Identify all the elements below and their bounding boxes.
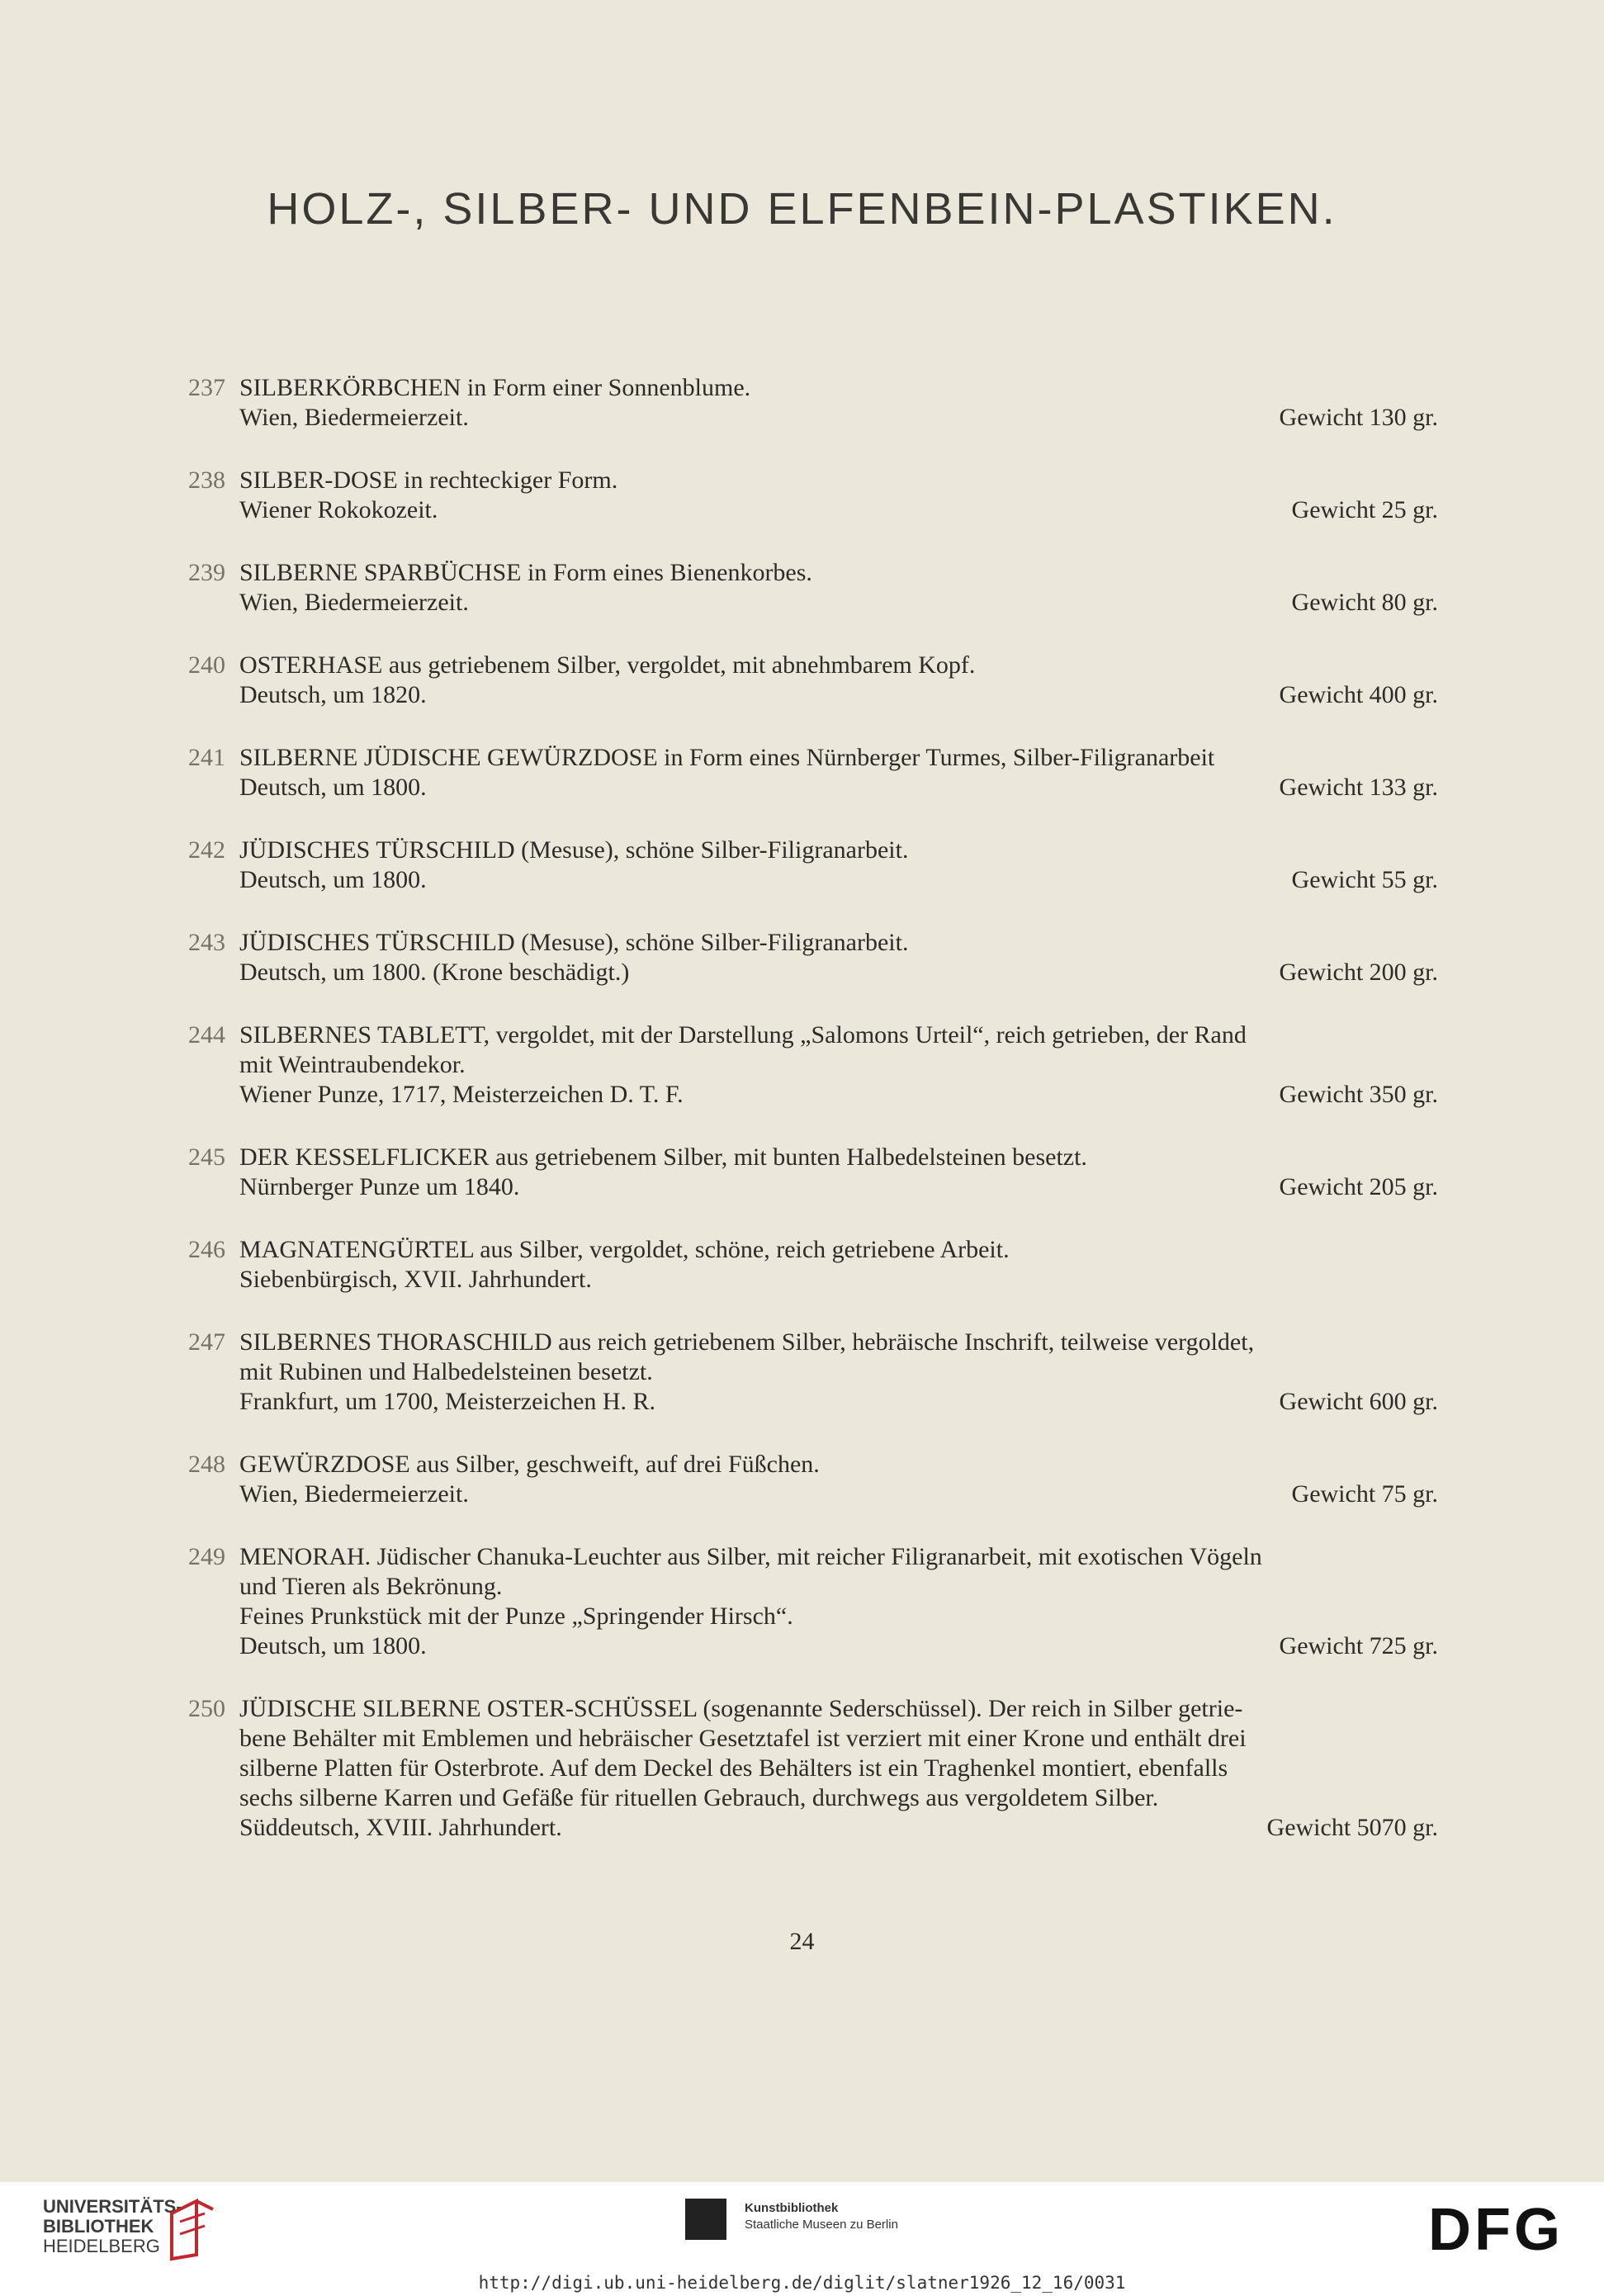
entry-description: OSTERHASE aus getriebenem Silber, vergoldet, mit abnehmbarem Kopf. [239, 651, 976, 679]
entry-origin: Wiener Punze, 1717, Meisterzeichen D. T. F. [239, 1081, 684, 1108]
entry-weight: Gewicht 75 gr. [1291, 1480, 1438, 1508]
catalog-entry [188, 651, 1438, 710]
entry-weight: Gewicht 55 gr. [1291, 866, 1438, 893]
entry-weight: Gewicht 130 gr. [1279, 404, 1438, 431]
source-url[interactable]: http://digi.ub.uni-heidelberg.de/diglit/slatner1926_12_16/0031 [478, 2273, 1126, 2293]
entry-number: 241 [188, 744, 225, 771]
entry-description: JÜDISCHES TÜRSCHILD (Mesuse), schöne Silber-Filigranarbeit. [239, 836, 909, 864]
entry-origin: Wien, Biedermeierzeit. [239, 404, 469, 431]
entry-description-continued: bene Behälter mit Emblemen und hebräischer Gesetztafel ist verziert mit einer Krone und enthält drei [239, 1725, 1247, 1752]
catalog-entry [188, 836, 1438, 895]
entry-origin: Frankfurt, um 1700, Meisterzeichen H. R. [239, 1388, 656, 1415]
catalog-entry [188, 1450, 1438, 1509]
entry-number: 249 [188, 1543, 225, 1570]
catalog-entry [188, 743, 1438, 802]
entry-description: SILBERNE SPARBÜCHSE in Form eines Bienenkorbes. [239, 559, 812, 586]
catalog-entry [188, 1328, 1438, 1417]
ub-heidelberg-wordmark[interactable] [43, 2197, 182, 2256]
footer [0, 2182, 1604, 2296]
entry-origin: Deutsch, um 1800. [239, 1632, 427, 1659]
entry-description: SILBERNE JÜDISCHE GEWÜRZDOSE in Form eines Nürnberger Turmes, Silber-Filigranarbeit [239, 744, 1215, 771]
kb-subtitle: Staatliche Museen zu Berlin [745, 2218, 898, 2232]
entry-number: 238 [188, 466, 225, 494]
entry-number: 244 [188, 1021, 225, 1049]
entry-number: 246 [188, 1236, 225, 1263]
catalog-entry [188, 373, 1438, 433]
entry-description-continued: mit Weintraubendekor. [239, 1051, 466, 1078]
entry-number: 250 [188, 1695, 225, 1722]
catalog-entry [188, 1235, 1438, 1295]
entry-description: JÜDISCHE SILBERNE OSTER-SCHÜSSEL (sogenannte Sederschüssel). Der reich in Silber getrie- [239, 1695, 1243, 1722]
entry-origin: Nürnberger Punze um 1840. [239, 1173, 520, 1200]
entry-description-continued: und Tieren als Bekrönung. [239, 1573, 503, 1600]
entry-description-continued: mit Rubinen und Halbedelsteinen besetzt. [239, 1358, 653, 1385]
kb-title: Kunstbibliothek [745, 2201, 839, 2215]
entry-description: SILBER-DOSE in rechteckiger Form. [239, 466, 618, 494]
entry-description: SILBERNES THORASCHILD aus reich getriebenem Silber, hebräische Inschrift, teilweise vergoldet, [239, 1328, 1255, 1356]
entry-weight: Gewicht 205 gr. [1279, 1173, 1438, 1200]
entry-description: MAGNATENGÜRTEL aus Silber, vergoldet, schöne, reich getriebene Arbeit. [239, 1236, 1010, 1263]
entry-number: 239 [188, 559, 225, 586]
catalog-entry [188, 1542, 1438, 1661]
entry-weight: Gewicht 600 gr. [1279, 1388, 1438, 1415]
entry-description-continued: silberne Platten für Osterbrote. Auf dem Deckel des Behälters ist ein Traghenkel montiert, ebenfalls [239, 1754, 1228, 1782]
entry-origin: Deutsch, um 1800. [239, 866, 427, 893]
entry-description: SILBERNES TABLETT, vergoldet, mit der Darstellung „Salomons Urteil“, reich getrieben, der Rand [239, 1021, 1247, 1049]
entry-weight: Gewicht 200 gr. [1279, 959, 1438, 986]
ub-line-2: BIBLIOTHEK [43, 2216, 154, 2237]
entry-weight: Gewicht 400 gr. [1279, 681, 1438, 708]
ub-line-3: HEIDELBERG [43, 2236, 160, 2256]
entry-description: SILBERKÖRBCHEN in Form einer Sonnenblume. [239, 374, 751, 401]
catalog-entry [188, 928, 1438, 987]
entry-origin: Deutsch, um 1820. [239, 681, 427, 708]
entry-description-continued: sechs silberne Karren und Gefäße für rituellen Gebrauch, durchwegs aus vergoldetem Silber. [239, 1784, 1159, 1811]
catalog-entry [188, 558, 1438, 618]
entry-weight: Gewicht 725 gr. [1279, 1632, 1438, 1659]
entry-origin: Wiener Rokokozeit. [239, 496, 438, 523]
entry-origin: Wien, Biedermeierzeit. [239, 589, 469, 616]
entry-number: 242 [188, 836, 225, 864]
entry-number: 237 [188, 374, 225, 401]
entry-description-continued: Feines Prunkstück mit der Punze „Springender Hirsch“. [239, 1602, 793, 1630]
entry-number: 243 [188, 929, 225, 956]
entry-weight: Gewicht 25 gr. [1291, 496, 1438, 523]
entry-weight: Gewicht 80 gr. [1291, 589, 1438, 616]
entry-description: GEWÜRZDOSE aus Silber, geschweift, auf drei Füßchen. [239, 1451, 820, 1478]
ub-line-1: UNIVERSITÄTS- [43, 2196, 182, 2217]
catalog-entry [188, 466, 1438, 525]
entry-description: MENORAH. Jüdischer Chanuka-Leuchter aus Silber, mit reicher Filigranarbeit, mit exotischen Vögeln [239, 1543, 1262, 1570]
entry-description: DER KESSELFLICKER aus getriebenem Silber, mit bunten Halbedelsteinen besetzt. [239, 1143, 1087, 1171]
page-title: HOLZ-, SILBER- UND ELFENBEIN-PLASTIKEN. [267, 184, 1337, 234]
catalog-entry [188, 1143, 1438, 1202]
dfg-logo[interactable]: DFG [1428, 2197, 1564, 2263]
page-number: 24 [789, 1928, 815, 1955]
entry-weight: Gewicht 350 gr. [1279, 1081, 1438, 1108]
entry-number: 248 [188, 1451, 225, 1478]
entry-origin: Süddeutsch, XVIII. Jahrhundert. [239, 1814, 562, 1841]
catalog-entry [188, 1020, 1438, 1110]
entry-description: JÜDISCHES TÜRSCHILD (Mesuse), schöne Silber-Filigranarbeit. [239, 929, 909, 956]
catalog-entry [188, 1694, 1438, 1843]
ub-logo-icon [163, 2197, 223, 2263]
entry-origin: Wien, Biedermeierzeit. [239, 1480, 469, 1508]
kunstbibliothek-logo-icon [685, 2199, 726, 2240]
entry-number: 247 [188, 1328, 225, 1356]
entry-weight: Gewicht 5070 gr. [1266, 1814, 1438, 1841]
entry-number: 240 [188, 651, 225, 679]
entry-origin: Siebenbürgisch, XVII. Jahrhundert. [239, 1266, 592, 1293]
kunstbibliothek-wordmark[interactable] [745, 2200, 898, 2233]
entry-list [188, 373, 1438, 1876]
entry-weight: Gewicht 133 gr. [1279, 774, 1438, 801]
entry-origin: Deutsch, um 1800. [239, 774, 427, 801]
entry-origin: Deutsch, um 1800. (Krone beschädigt.) [239, 959, 630, 986]
entry-number: 245 [188, 1143, 225, 1171]
